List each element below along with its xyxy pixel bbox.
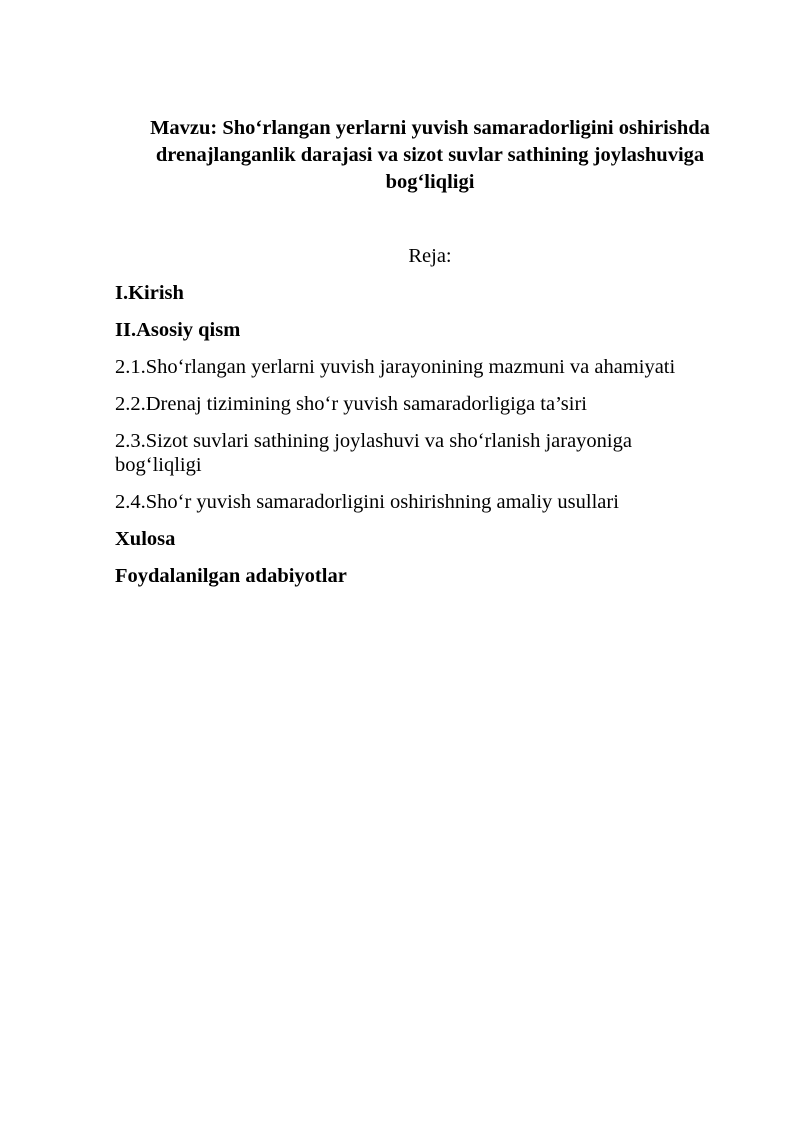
- outline-item-references: Foydalanilgan adabiyotlar: [115, 565, 347, 587]
- outline-item-2-3: 2.3.Sizot suvlari sathining joylashuvi va sho‘rlanish jarayoniga bog‘liqligi: [115, 430, 632, 476]
- outline-item-introduction: I.Kirish: [115, 282, 184, 304]
- plan-outline: [115, 281, 715, 601]
- outline-item-2-4: 2.4.Sho‘r yuvish samaradorligini oshirishning amaliy usullari: [115, 491, 619, 513]
- outline-item-2-2: 2.2.Drenaj tizimining sho‘r yuvish samaradorligiga ta’siri: [115, 393, 587, 415]
- document-title: [120, 115, 740, 196]
- title-line-3: bog‘liqligi: [385, 171, 475, 193]
- plan-heading: Reja:: [408, 245, 452, 267]
- outline-item-2-1: 2.1.Sho‘rlangan yerlarni yuvish jarayonining mazmuni va ahamiyati: [115, 356, 676, 378]
- title-line-2: drenajlanganlik darajasi va sizot suvlar sathining joylashuviga: [155, 144, 705, 166]
- outline-item-main-part: II.Asosiy qism: [115, 319, 241, 341]
- outline-item-conclusion: Xulosa: [115, 528, 176, 550]
- title-line-1: Mavzu: Sho‘rlangan yerlarni yuvish samaradorligini oshirishda: [150, 117, 710, 139]
